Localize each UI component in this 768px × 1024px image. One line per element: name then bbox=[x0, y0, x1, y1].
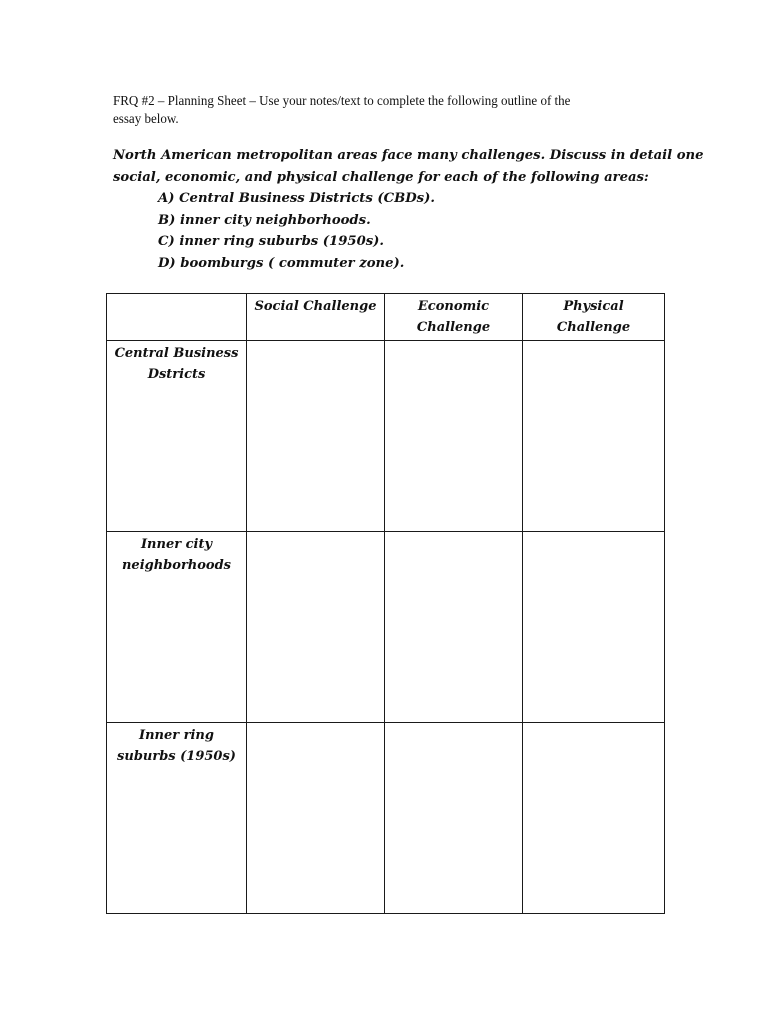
table-row bbox=[107, 723, 665, 914]
cbd-physical-cell[interactable] bbox=[523, 341, 665, 532]
instructions-line-1: FRQ #2 – Planning Sheet – Use your notes/text to complete the following outline of the bbox=[113, 94, 571, 109]
essay-prompt bbox=[113, 145, 704, 274]
row-label-inner-ring: Inner ring suburbs (1950s) bbox=[107, 723, 247, 914]
instructions-line-2: essay below. bbox=[113, 112, 179, 127]
challenge-table bbox=[106, 293, 665, 914]
inner-ring-social-cell[interactable] bbox=[247, 723, 385, 914]
inner-ring-physical-cell[interactable] bbox=[523, 723, 665, 914]
prompt-item-d: D) boomburgs ( commuter zone). bbox=[158, 255, 405, 271]
inner-city-social-cell[interactable] bbox=[247, 532, 385, 723]
header-corner-cell bbox=[107, 294, 247, 341]
prompt-item-c: C) inner ring suburbs (1950s). bbox=[158, 234, 385, 249]
table-header-row bbox=[107, 294, 665, 341]
inner-city-economic-cell[interactable] bbox=[385, 532, 523, 723]
prompt-item-b: B) inner city neighborhoods. bbox=[158, 212, 371, 228]
inner-ring-economic-cell[interactable] bbox=[385, 723, 523, 914]
cbd-economic-cell[interactable] bbox=[385, 341, 523, 532]
cbd-social-cell[interactable] bbox=[247, 341, 385, 532]
row-label-inner-city: Inner city neighborhoods bbox=[107, 532, 247, 723]
column-header-physical: Physical Challenge bbox=[523, 294, 665, 341]
column-header-economic: Economic Challenge bbox=[385, 294, 523, 341]
prompt-line-1: North American metropolitan areas face many challenges. Discuss in detail one bbox=[113, 148, 704, 163]
column-header-social: Social Challenge bbox=[247, 294, 385, 341]
inner-city-physical-cell[interactable] bbox=[523, 532, 665, 723]
instructions-header bbox=[113, 93, 634, 129]
table-row bbox=[107, 532, 665, 723]
prompt-line-2: social, economic, and physical challenge for each of the following areas: bbox=[113, 169, 649, 185]
row-label-cbd: Central Business Dstricts bbox=[107, 341, 247, 532]
prompt-item-a: A) Central Business Districts (CBDs). bbox=[158, 191, 435, 206]
table-row bbox=[107, 341, 665, 532]
